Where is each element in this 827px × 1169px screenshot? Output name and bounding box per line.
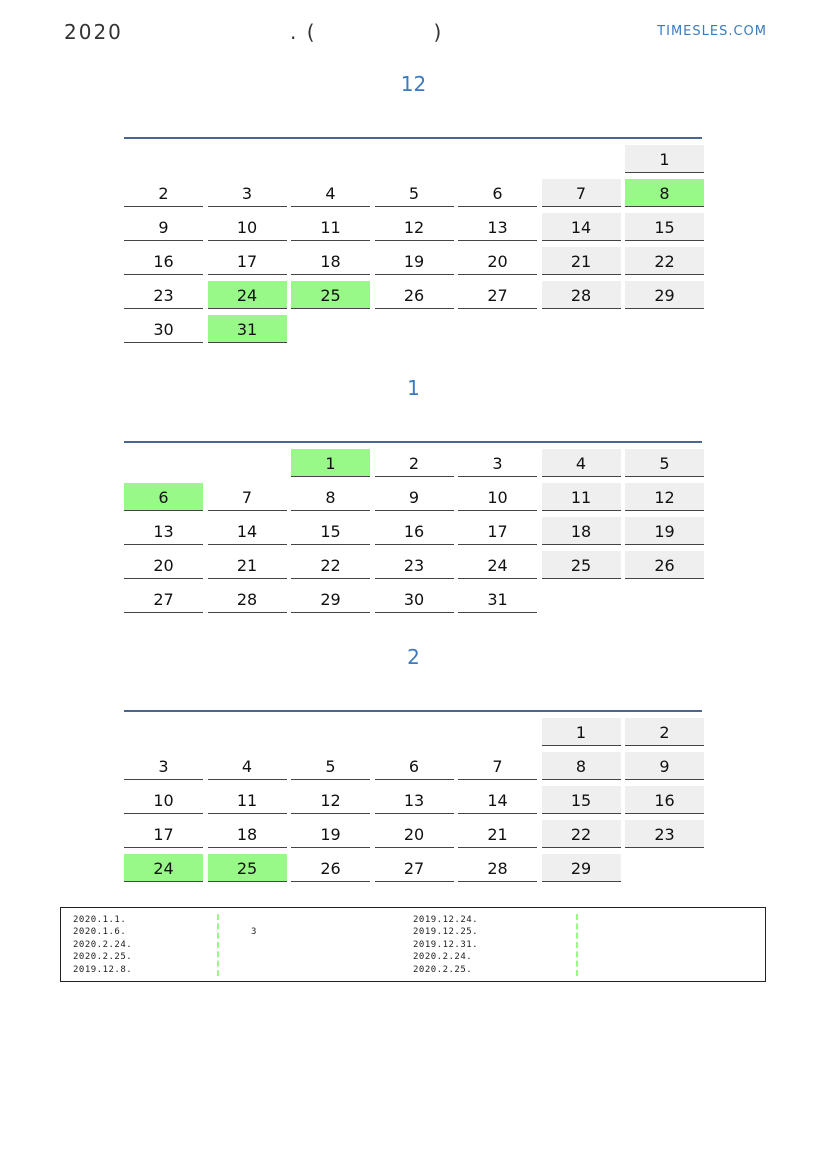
legend-date: 2019.12.31. <box>413 939 479 950</box>
calendar-day: 22 <box>291 551 370 579</box>
calendar-day: 5 <box>625 449 704 477</box>
calendar-day: 2 <box>124 179 203 207</box>
legend-holiday-marker <box>217 914 219 976</box>
calendar-day: 6 <box>124 483 203 511</box>
calendar-day: 23 <box>124 281 203 309</box>
calendar-empty-cell <box>375 315 454 343</box>
calendar-day: 26 <box>375 281 454 309</box>
calendar-day: 29 <box>291 585 370 613</box>
month-title-december: 12 <box>400 72 427 96</box>
calendar-day: 5 <box>291 752 370 780</box>
month-rule <box>124 710 702 712</box>
calendar-empty-cell <box>458 315 537 343</box>
calendar-day: 1 <box>542 718 621 746</box>
calendar-empty-cell <box>124 718 203 746</box>
calendar-day: 29 <box>625 281 704 309</box>
calendar-empty-cell <box>542 145 621 173</box>
calendar-day: 20 <box>375 820 454 848</box>
legend-date: 2020.2.25. <box>413 964 473 975</box>
calendar-day: 22 <box>625 247 704 275</box>
calendar-day: 6 <box>375 752 454 780</box>
calendar-day: 25 <box>291 281 370 309</box>
calendar-day: 21 <box>458 820 537 848</box>
calendar-empty-cell <box>625 854 704 882</box>
legend-date: 2020.2.25. <box>73 952 133 963</box>
calendar-empty-cell <box>375 145 454 173</box>
calendar-day: 20 <box>458 247 537 275</box>
calendar-empty-cell <box>375 718 454 746</box>
calendar-day: 18 <box>291 247 370 275</box>
calendar-day: 8 <box>625 179 704 207</box>
calendar-day: 1 <box>291 449 370 477</box>
calendar-day: 2 <box>375 449 454 477</box>
calendar-empty-cell <box>124 449 203 477</box>
legend-note: 3 <box>251 927 257 937</box>
calendar-day: 28 <box>208 585 287 613</box>
calendar-day: 27 <box>458 281 537 309</box>
calendar-day: 4 <box>542 449 621 477</box>
calendar-day: 23 <box>375 551 454 579</box>
calendar-day: 11 <box>291 213 370 241</box>
calendar-day: 16 <box>375 517 454 545</box>
calendar-day: 27 <box>375 854 454 882</box>
calendar-day: 3 <box>124 752 203 780</box>
month-title-january: 1 <box>407 376 420 400</box>
legend-date: 2019.12.25. <box>413 927 479 938</box>
month-title-february: 2 <box>407 645 420 669</box>
calendar-day: 30 <box>375 585 454 613</box>
legend-left-dates <box>73 914 132 976</box>
calendar-empty-cell <box>291 145 370 173</box>
calendar-day: 7 <box>542 179 621 207</box>
calendar-day: 12 <box>625 483 704 511</box>
calendar-day: 20 <box>124 551 203 579</box>
legend-date: 2019.12.24. <box>413 915 479 925</box>
legend-right-dates <box>413 914 478 976</box>
calendar-day: 15 <box>542 786 621 814</box>
calendar-day: 17 <box>208 247 287 275</box>
calendar-day: 19 <box>625 517 704 545</box>
calendar-empty-cell <box>291 718 370 746</box>
calendar-day: 16 <box>124 247 203 275</box>
calendar-day: 10 <box>208 213 287 241</box>
month-rule <box>124 137 702 139</box>
calendar-day: 14 <box>542 213 621 241</box>
calendar-day: 16 <box>625 786 704 814</box>
legend-date: 2019.12.8. <box>73 964 133 975</box>
calendar-empty-cell <box>124 145 203 173</box>
calendar-day: 31 <box>208 315 287 343</box>
calendar-day: 23 <box>625 820 704 848</box>
calendar-day: 11 <box>208 786 287 814</box>
calendar-day: 19 <box>291 820 370 848</box>
calendar-empty-cell <box>208 449 287 477</box>
calendar-day: 21 <box>542 247 621 275</box>
calendar-empty-cell <box>625 585 704 613</box>
calendar-day: 21 <box>208 551 287 579</box>
month-grid-february <box>124 718 703 882</box>
calendar-day: 24 <box>124 854 203 882</box>
calendar-empty-cell <box>458 145 537 173</box>
calendar-empty-cell <box>458 718 537 746</box>
calendar-day: 28 <box>458 854 537 882</box>
calendar-day: 9 <box>625 752 704 780</box>
calendar-day: 7 <box>458 752 537 780</box>
calendar-day: 15 <box>625 213 704 241</box>
calendar-day: 10 <box>124 786 203 814</box>
calendar-day: 3 <box>208 179 287 207</box>
calendar-day: 12 <box>375 213 454 241</box>
calendar-day: 12 <box>291 786 370 814</box>
calendar-day: 13 <box>458 213 537 241</box>
calendar-day: 22 <box>542 820 621 848</box>
legend-box <box>60 907 766 982</box>
calendar-day: 29 <box>542 854 621 882</box>
page-subtitle: . ( ) <box>290 20 444 44</box>
calendar-day: 15 <box>291 517 370 545</box>
page-year: 2020 <box>64 20 123 44</box>
calendar-day: 28 <box>542 281 621 309</box>
calendar-day: 24 <box>208 281 287 309</box>
calendar-empty-cell <box>625 315 704 343</box>
calendar-day: 14 <box>208 517 287 545</box>
calendar-day: 9 <box>375 483 454 511</box>
month-grid-january <box>124 449 703 613</box>
site-link[interactable]: TIMESLES.COM <box>657 24 767 39</box>
calendar-day: 7 <box>208 483 287 511</box>
calendar-empty-cell <box>542 585 621 613</box>
calendar-empty-cell <box>208 718 287 746</box>
calendar-day: 18 <box>208 820 287 848</box>
calendar-day: 11 <box>542 483 621 511</box>
legend-date: 2020.2.24. <box>73 939 133 950</box>
calendar-day: 13 <box>124 517 203 545</box>
calendar-day: 5 <box>375 179 454 207</box>
calendar-day: 4 <box>208 752 287 780</box>
calendar-day: 18 <box>542 517 621 545</box>
legend-date: 2020.2.24. <box>413 952 473 963</box>
calendar-day: 27 <box>124 585 203 613</box>
calendar-day: 3 <box>458 449 537 477</box>
calendar-day: 14 <box>458 786 537 814</box>
calendar-empty-cell <box>291 315 370 343</box>
calendar-day: 26 <box>625 551 704 579</box>
calendar-empty-cell <box>542 315 621 343</box>
calendar-day: 17 <box>458 517 537 545</box>
calendar-day: 24 <box>458 551 537 579</box>
calendar-day: 26 <box>291 854 370 882</box>
month-rule <box>124 441 702 443</box>
calendar-day: 4 <box>291 179 370 207</box>
calendar-day: 31 <box>458 585 537 613</box>
legend-date: 2020.1.1. <box>73 915 127 925</box>
calendar-day: 10 <box>458 483 537 511</box>
calendar-day: 8 <box>542 752 621 780</box>
calendar-day: 1 <box>625 145 704 173</box>
calendar-day: 30 <box>124 315 203 343</box>
calendar-day: 25 <box>208 854 287 882</box>
calendar-day: 13 <box>375 786 454 814</box>
calendar-day: 25 <box>542 551 621 579</box>
calendar-day: 8 <box>291 483 370 511</box>
legend-date: 2020.1.6. <box>73 927 127 938</box>
calendar-day: 17 <box>124 820 203 848</box>
legend-holiday-marker <box>576 914 578 976</box>
calendar-day: 19 <box>375 247 454 275</box>
calendar-day: 6 <box>458 179 537 207</box>
month-grid-december <box>124 145 703 343</box>
calendar-day: 2 <box>625 718 704 746</box>
calendar-empty-cell <box>208 145 287 173</box>
calendar-day: 9 <box>124 213 203 241</box>
